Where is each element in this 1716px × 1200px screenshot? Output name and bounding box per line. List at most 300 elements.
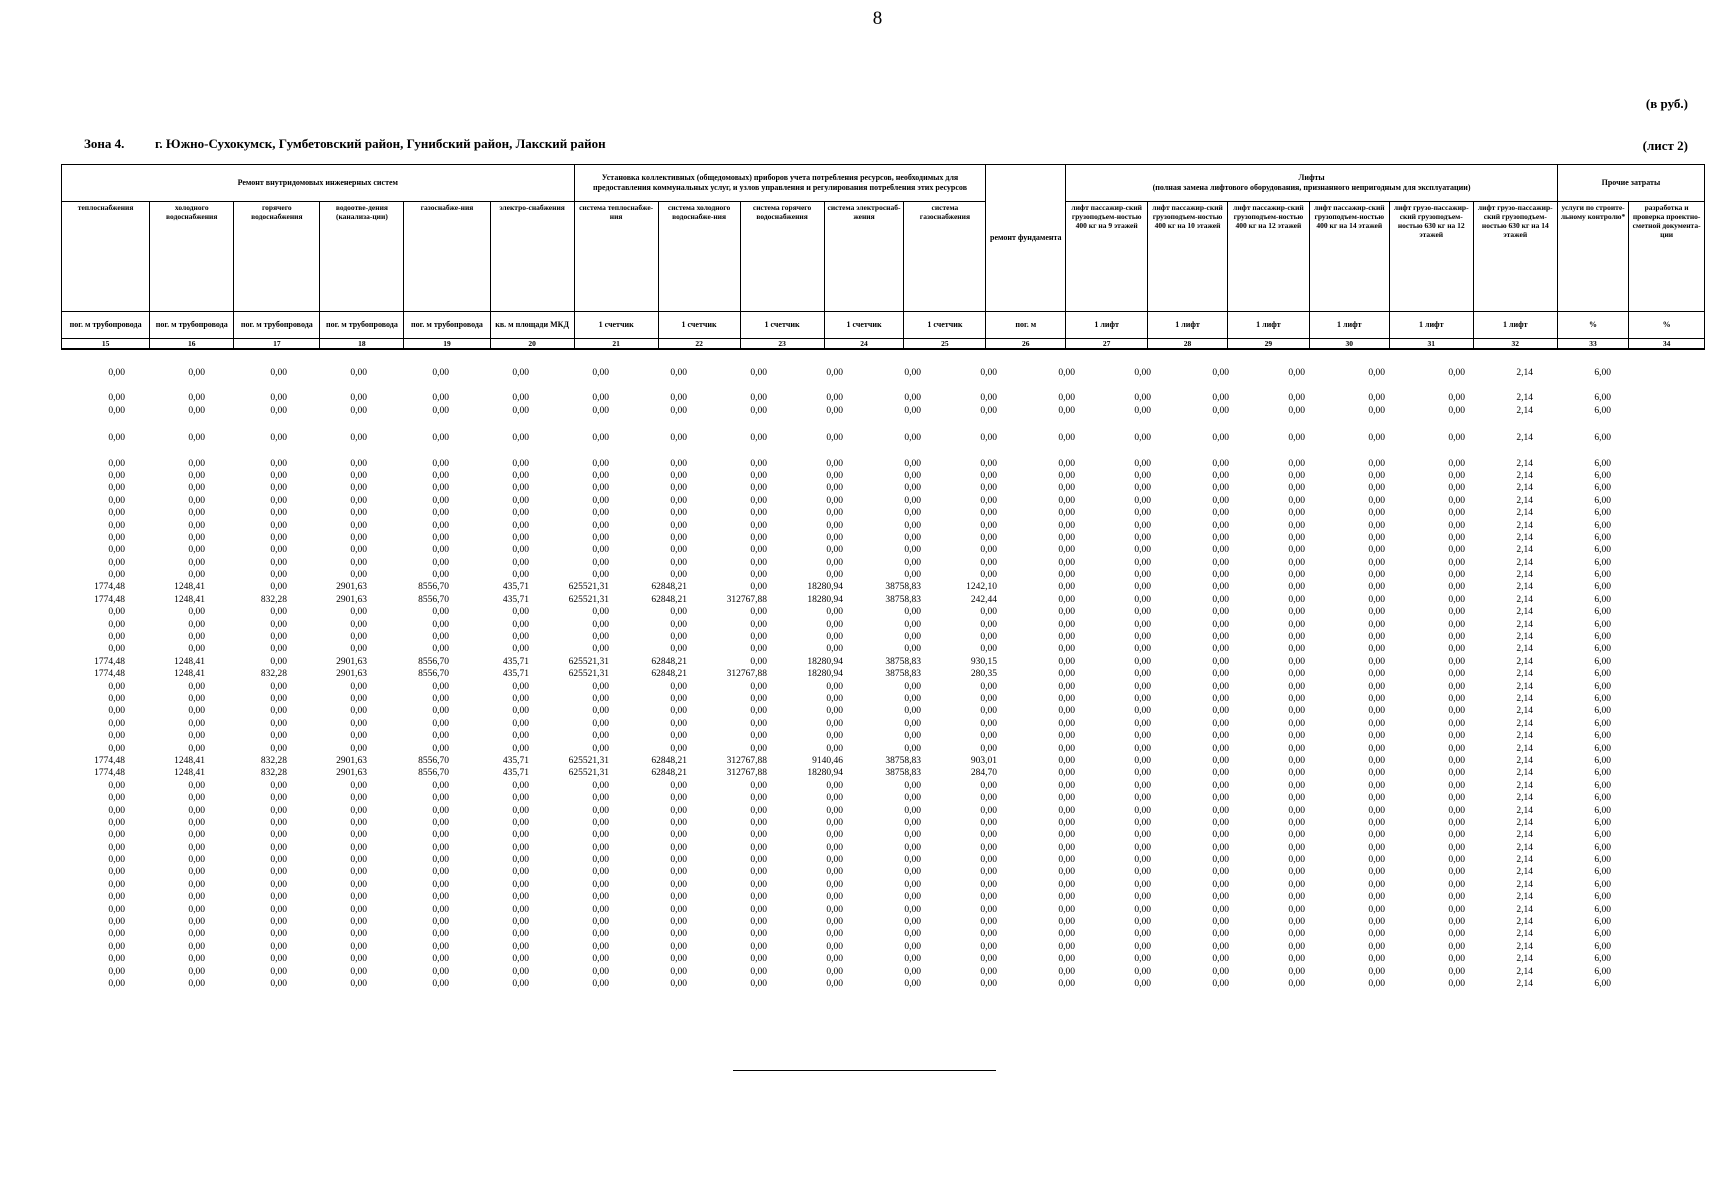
footer-rule	[733, 1070, 996, 1071]
table-cell: 0,00	[188, 557, 205, 568]
column-unit: пог. м	[986, 312, 1066, 339]
table-cell: 38758,83	[885, 768, 921, 779]
table-cell: 0,00	[432, 433, 449, 444]
table-cell: 0,00	[188, 520, 205, 531]
table-cell: 2,14	[1516, 755, 1533, 766]
table-cell: 0,00	[1288, 570, 1305, 581]
table-cell: 0,00	[1288, 693, 1305, 704]
table-cell: 6,00	[1594, 693, 1611, 704]
table-cell: 625521,31	[568, 656, 609, 667]
table-cell: 0,00	[1288, 619, 1305, 630]
table-row	[61, 842, 1705, 854]
table-cell: 2,14	[1516, 470, 1533, 481]
table-cell: 0,00	[592, 368, 609, 378]
table-row	[61, 507, 1705, 519]
table-cell: 0,00	[1058, 929, 1075, 940]
table-cell: 0,00	[750, 508, 767, 519]
table-cell: 0,00	[1448, 966, 1465, 977]
column-number: 25	[904, 339, 986, 350]
table-cell: 6,00	[1594, 470, 1611, 481]
table-cell: 0,00	[512, 892, 529, 903]
table-cell: 0,00	[1058, 470, 1075, 481]
column-unit: 1 счетчик	[740, 312, 824, 339]
column-header: система электроснаб-жения	[824, 202, 904, 312]
table-cell: 0,00	[1288, 966, 1305, 977]
table-cell: 0,00	[750, 780, 767, 791]
table-cell: 0,00	[432, 619, 449, 630]
table-cell: 0,00	[592, 904, 609, 915]
table-cell: 0,00	[1212, 706, 1229, 717]
table-cell: 0,00	[1448, 904, 1465, 915]
table-cell: 0,00	[350, 632, 367, 643]
table-row	[61, 941, 1705, 953]
table-cell: 0,00	[670, 532, 687, 543]
table-cell: 0,00	[1058, 532, 1075, 543]
column-number-row	[62, 339, 1705, 350]
table-cell: 0,00	[108, 619, 125, 630]
table-cell: 0,00	[432, 929, 449, 940]
table-cell: 0,00	[904, 867, 921, 878]
column-number: 17	[234, 339, 320, 350]
page-number: 8	[872, 8, 883, 29]
table-cell: 0,00	[670, 557, 687, 568]
table-cell: 0,00	[512, 607, 529, 618]
table-cell: 0,00	[270, 656, 287, 667]
table-cell: 0,00	[670, 570, 687, 581]
table-cell: 1248,41	[174, 768, 205, 779]
table-cell: 0,00	[350, 830, 367, 841]
table-cell: 0,00	[1058, 966, 1075, 977]
table-cell: 0,00	[980, 483, 997, 494]
table-cell: 2,14	[1516, 632, 1533, 643]
table-cell: 0,00	[592, 693, 609, 704]
table-cell: 0,00	[1448, 929, 1465, 940]
table-cell: 0,00	[904, 532, 921, 543]
table-cell: 6,00	[1594, 917, 1611, 928]
table-cell: 0,00	[188, 545, 205, 556]
table-cell: 0,00	[270, 607, 287, 618]
table-cell: 0,00	[1288, 793, 1305, 804]
table-cell: 0,00	[1212, 817, 1229, 828]
table-cell: 435,71	[502, 582, 529, 593]
table-cell: 0,00	[670, 508, 687, 519]
table-cell: 0,00	[188, 619, 205, 630]
table-cell: 0,00	[432, 793, 449, 804]
table-cell: 0,00	[1368, 520, 1385, 531]
table-cell: 0,00	[350, 706, 367, 717]
table-cell: 0,00	[270, 495, 287, 506]
table-cell: 0,00	[350, 793, 367, 804]
table-cell: 0,00	[904, 904, 921, 915]
table-cell: 0,00	[670, 545, 687, 556]
table-cell: 0,00	[512, 855, 529, 866]
column-header: лифт пассажир-ский грузоподъем-ностью 400 кг на 9 этажей	[1066, 202, 1148, 312]
table-cell: 0,00	[826, 693, 843, 704]
table-cell: 0,00	[1288, 768, 1305, 779]
table-cell: 0,00	[108, 532, 125, 543]
table-cell: 0,00	[826, 405, 843, 416]
column-header: теплоснабжения	[62, 202, 150, 312]
table-cell: 0,00	[512, 532, 529, 543]
table-cell: 0,00	[1448, 978, 1465, 989]
table-cell: 0,00	[350, 892, 367, 903]
table-cell: 0,00	[1368, 743, 1385, 754]
table-cell: 0,00	[350, 941, 367, 952]
table-cell: 0,00	[750, 978, 767, 989]
table-cell: 0,00	[1058, 632, 1075, 643]
table-cell: 0,00	[1368, 830, 1385, 841]
table-cell: 0,00	[350, 570, 367, 581]
table-cell: 0,00	[270, 867, 287, 878]
table-cell: 2,14	[1516, 904, 1533, 915]
table-cell: 0,00	[350, 458, 367, 469]
table-cell: 0,00	[350, 644, 367, 655]
table-cell: 0,00	[904, 470, 921, 481]
table-cell: 0,00	[1288, 904, 1305, 915]
table-cell: 0,00	[1134, 917, 1151, 928]
table-cell: 0,00	[270, 978, 287, 989]
table-cell: 0,00	[270, 557, 287, 568]
table-cell: 0,00	[592, 830, 609, 841]
table-cell: 0,00	[512, 954, 529, 965]
table-cell: 0,00	[1448, 545, 1465, 556]
table-cell: 0,00	[904, 842, 921, 853]
table-cell: 0,00	[750, 842, 767, 853]
table-cell: 0,00	[1058, 780, 1075, 791]
table-cell: 0,00	[188, 966, 205, 977]
table-cell: 0,00	[1448, 393, 1465, 404]
table-cell: 0,00	[670, 405, 687, 416]
table-cell: 0,00	[1058, 644, 1075, 655]
table-cell: 0,00	[432, 393, 449, 404]
table-cell: 0,00	[1134, 793, 1151, 804]
table-cell: 0,00	[1212, 842, 1229, 853]
table-cell: 6,00	[1594, 842, 1611, 853]
table-cell: 0,00	[350, 520, 367, 531]
table-cell: 0,00	[1448, 495, 1465, 506]
table-cell: 0,00	[512, 470, 529, 481]
table-cell: 0,00	[592, 393, 609, 404]
table-cell: 18280,94	[807, 669, 843, 680]
table-cell: 0,00	[1134, 368, 1151, 378]
table-cell: 0,00	[670, 817, 687, 828]
table-cell: 1774,48	[94, 656, 125, 667]
table-cell: 0,00	[592, 917, 609, 928]
table-cell: 0,00	[1368, 495, 1385, 506]
table-cell: 0,00	[980, 867, 997, 878]
table-cell: 6,00	[1594, 817, 1611, 828]
table-cell: 6,00	[1594, 495, 1611, 506]
table-cell: 0,00	[904, 393, 921, 404]
table-cell: 0,00	[1212, 879, 1229, 890]
table-cell: 0,00	[670, 483, 687, 494]
table-cell: 0,00	[350, 805, 367, 816]
table-cell: 0,00	[512, 706, 529, 717]
table-cell: 0,00	[432, 405, 449, 416]
table-cell: 0,00	[904, 892, 921, 903]
table-cell: 6,00	[1594, 978, 1611, 989]
table-cell: 6,00	[1594, 656, 1611, 667]
table-cell: 0,00	[904, 743, 921, 754]
table-cell: 0,00	[826, 879, 843, 890]
table-cell: 0,00	[1212, 557, 1229, 568]
table-cell: 0,00	[980, 495, 997, 506]
table-cell: 0,00	[512, 966, 529, 977]
column-unit: пог. м трубопровода	[150, 312, 234, 339]
table-cell: 0,00	[512, 619, 529, 630]
table-cell: 0,00	[1448, 830, 1465, 841]
table-cell: 0,00	[108, 508, 125, 519]
table-cell: 0,00	[1134, 508, 1151, 519]
table-cell: 6,00	[1594, 393, 1611, 404]
table-cell: 0,00	[512, 929, 529, 940]
table-cell: 0,00	[1212, 743, 1229, 754]
table-cell: 0,00	[592, 532, 609, 543]
table-cell: 2,14	[1516, 929, 1533, 940]
table-cell: 2,14	[1516, 805, 1533, 816]
table-cell: 1242,10	[966, 582, 997, 593]
table-cell: 0,00	[270, 570, 287, 581]
table-cell: 0,00	[1058, 619, 1075, 630]
table-cell: 0,00	[592, 892, 609, 903]
table-cell: 0,00	[1288, 917, 1305, 928]
column-number: 24	[824, 339, 904, 350]
table-cell: 0,00	[1058, 842, 1075, 853]
table-row	[61, 780, 1705, 792]
table-cell: 0,00	[750, 368, 767, 378]
table-cell: 6,00	[1594, 805, 1611, 816]
table-cell: 0,00	[1134, 433, 1151, 444]
table-cell: 0,00	[1058, 817, 1075, 828]
table-cell: 8556,70	[418, 594, 449, 605]
table-cell: 0,00	[1058, 570, 1075, 581]
table-cell: 0,00	[188, 470, 205, 481]
table-cell: 0,00	[432, 954, 449, 965]
table-cell: 0,00	[1212, 508, 1229, 519]
table-cell: 0,00	[1134, 458, 1151, 469]
table-cell: 0,00	[826, 743, 843, 754]
table-cell: 0,00	[1368, 904, 1385, 915]
table-cell: 0,00	[270, 632, 287, 643]
table-cell: 0,00	[350, 954, 367, 965]
table-cell: 0,00	[1058, 867, 1075, 878]
table-cell: 0,00	[1288, 594, 1305, 605]
table-cell: 0,00	[1368, 532, 1385, 543]
table-cell: 0,00	[826, 681, 843, 692]
table-cell: 0,00	[592, 570, 609, 581]
table-cell: 0,00	[108, 393, 125, 404]
table-cell: 0,00	[1368, 433, 1385, 444]
table-cell: 0,00	[432, 892, 449, 903]
column-unit: пог. м трубопровода	[234, 312, 320, 339]
table-cell: 0,00	[592, 483, 609, 494]
table-cell: 0,00	[1288, 520, 1305, 531]
table-cell: 0,00	[1134, 405, 1151, 416]
column-unit: 1 счетчик	[658, 312, 740, 339]
table-cell: 0,00	[1288, 644, 1305, 655]
table-cell: 0,00	[750, 830, 767, 841]
table-cell: 0,00	[750, 817, 767, 828]
table-cell: 0,00	[670, 941, 687, 952]
table-cell: 0,00	[1212, 619, 1229, 630]
table-row	[61, 405, 1705, 417]
table-cell: 0,00	[1134, 520, 1151, 531]
table-cell: 312767,88	[726, 669, 767, 680]
table-cell: 0,00	[826, 817, 843, 828]
table-cell: 0,00	[188, 817, 205, 828]
table-cell: 0,00	[980, 433, 997, 444]
table-cell: 0,00	[1368, 966, 1385, 977]
table-cell: 0,00	[1288, 780, 1305, 791]
table-cell: 6,00	[1594, 743, 1611, 754]
table-cell: 0,00	[1368, 867, 1385, 878]
table-cell: 6,00	[1594, 368, 1611, 378]
table-cell: 0,00	[670, 393, 687, 404]
table-cell: 0,00	[750, 405, 767, 416]
group-repair: Ремонт внутридомовых инженерных систем	[62, 165, 575, 202]
table-cell: 0,00	[750, 458, 767, 469]
table-cell: 0,00	[592, 681, 609, 692]
table-cell: 0,00	[108, 743, 125, 754]
table-cell: 0,00	[512, 793, 529, 804]
table-cell: 0,00	[432, 805, 449, 816]
table-cell: 0,00	[432, 368, 449, 378]
table-cell: 0,00	[1368, 817, 1385, 828]
table-cell: 0,00	[188, 393, 205, 404]
table-cell: 0,00	[1288, 681, 1305, 692]
table-cell: 0,00	[592, 508, 609, 519]
table-cell: 6,00	[1594, 755, 1611, 766]
table-cell: 0,00	[826, 904, 843, 915]
column-header: система теплоснабже-ния	[574, 202, 658, 312]
table-cell: 0,00	[1058, 495, 1075, 506]
table-cell: 0,00	[1212, 904, 1229, 915]
table-cell: 0,00	[670, 954, 687, 965]
table-cell: 0,00	[188, 917, 205, 928]
table-cell: 0,00	[108, 718, 125, 729]
table-cell: 0,00	[1448, 582, 1465, 593]
table-cell: 0,00	[750, 805, 767, 816]
table-cell: 0,00	[1058, 545, 1075, 556]
table-cell: 38758,83	[885, 582, 921, 593]
table-cell: 0,00	[592, 545, 609, 556]
table-cell: 0,00	[270, 681, 287, 692]
table-cell: 0,00	[512, 508, 529, 519]
table-cell: 0,00	[1288, 405, 1305, 416]
table-cell: 6,00	[1594, 607, 1611, 618]
table-cell: 0,00	[432, 681, 449, 692]
table-cell: 6,00	[1594, 768, 1611, 779]
table-cell: 0,00	[1058, 706, 1075, 717]
table-cell: 312767,88	[726, 755, 767, 766]
table-cell: 18280,94	[807, 656, 843, 667]
table-cell: 0,00	[980, 929, 997, 940]
table-row	[61, 432, 1705, 444]
table-cell: 0,00	[904, 458, 921, 469]
table-cell: 0,00	[1212, 793, 1229, 804]
table-cell: 0,00	[670, 842, 687, 853]
table-cell: 0,00	[432, 867, 449, 878]
table-cell: 0,00	[670, 904, 687, 915]
table-cell: 0,00	[108, 929, 125, 940]
column-header: система горячего водоснабжения	[740, 202, 824, 312]
table-cell: 62848,21	[651, 582, 687, 593]
table-cell: 0,00	[1368, 879, 1385, 890]
table-cell: 6,00	[1594, 718, 1611, 729]
table-cell: 0,00	[270, 855, 287, 866]
table-cell: 0,00	[108, 978, 125, 989]
table-cell: 0,00	[1288, 433, 1305, 444]
table-cell: 6,00	[1594, 929, 1611, 940]
table-cell: 0,00	[1212, 731, 1229, 742]
table-row	[61, 569, 1705, 581]
table-cell: 0,00	[1134, 879, 1151, 890]
table-cell: 0,00	[1134, 805, 1151, 816]
table-cell: 0,00	[108, 706, 125, 717]
data-body	[61, 367, 1705, 990]
table-cell: 0,00	[1448, 817, 1465, 828]
table-cell: 832,28	[260, 594, 287, 605]
table-cell: 0,00	[270, 644, 287, 655]
table-cell: 0,00	[904, 681, 921, 692]
table-cell: 6,00	[1594, 867, 1611, 878]
table-cell: 0,00	[592, 929, 609, 940]
table-cell: 0,00	[904, 817, 921, 828]
table-cell: 0,00	[1134, 706, 1151, 717]
table-cell: 0,00	[670, 693, 687, 704]
table-cell: 0,00	[670, 495, 687, 506]
table-cell: 0,00	[592, 941, 609, 952]
table-cell: 0,00	[750, 954, 767, 965]
table-cell: 0,00	[750, 941, 767, 952]
table-cell: 0,00	[980, 743, 997, 754]
table-row	[61, 631, 1705, 643]
table-cell: 0,00	[904, 495, 921, 506]
table-cell: 0,00	[1448, 656, 1465, 667]
table-cell: 0,00	[1058, 508, 1075, 519]
table-cell: 6,00	[1594, 669, 1611, 680]
table-cell: 0,00	[512, 681, 529, 692]
table-cell: 2,14	[1516, 433, 1533, 444]
table-cell: 0,00	[270, 731, 287, 742]
table-cell: 0,00	[1368, 755, 1385, 766]
table-cell: 0,00	[826, 632, 843, 643]
table-cell: 0,00	[1288, 867, 1305, 878]
table-cell: 1774,48	[94, 594, 125, 605]
table-cell: 2,14	[1516, 582, 1533, 593]
table-cell: 0,00	[432, 607, 449, 618]
table-cell: 0,00	[826, 470, 843, 481]
table-cell: 0,00	[980, 632, 997, 643]
table-cell: 0,00	[904, 619, 921, 630]
table-cell: 0,00	[1212, 892, 1229, 903]
table-cell: 0,00	[670, 681, 687, 692]
table-cell: 0,00	[592, 793, 609, 804]
table-cell: 625521,31	[568, 669, 609, 680]
table-cell: 0,00	[826, 706, 843, 717]
table-cell: 0,00	[670, 830, 687, 841]
table-cell: 0,00	[432, 520, 449, 531]
table-cell: 0,00	[270, 470, 287, 481]
table-cell: 0,00	[980, 393, 997, 404]
table-cell: 0,00	[108, 867, 125, 878]
zone-label: Зона 4.	[84, 136, 125, 151]
table-cell: 0,00	[592, 607, 609, 618]
table-cell: 0,00	[1134, 929, 1151, 940]
column-header: разработка и проверка проектно-сметной документа-ции	[1629, 202, 1705, 312]
table-cell: 0,00	[826, 929, 843, 940]
table-cell: 2,14	[1516, 495, 1533, 506]
